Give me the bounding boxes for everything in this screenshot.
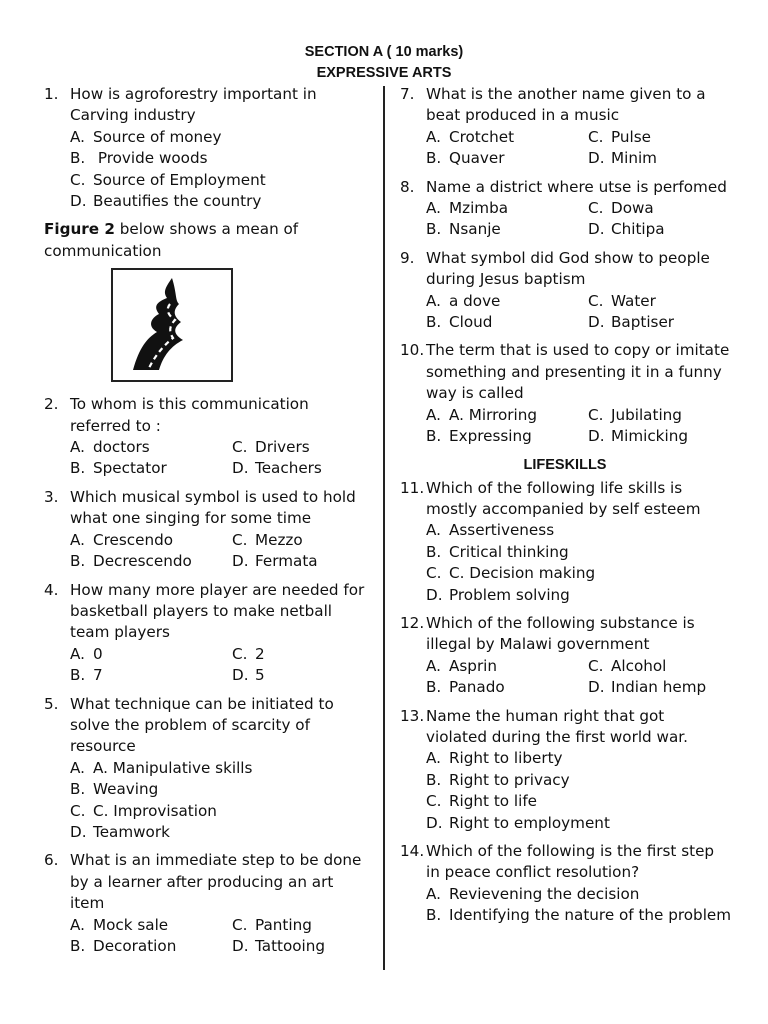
option-letter: C.	[232, 915, 248, 934]
option-text: Weaving	[93, 780, 159, 799]
option-text: Mzimba	[449, 199, 509, 218]
question-10	[400, 340, 730, 447]
answer-options	[70, 127, 369, 213]
question-text: How is agroforestry important in Carving industry	[70, 85, 317, 125]
answer-option	[70, 779, 369, 800]
option-text: Tattooing	[255, 937, 326, 955]
option-letter: A.	[426, 405, 441, 424]
answer-option	[426, 813, 730, 834]
option-letter: A.	[426, 127, 441, 146]
answer-options	[70, 644, 369, 687]
option-letter: B.	[70, 459, 86, 478]
option-letter: C.	[588, 127, 604, 146]
option-letter: A.	[70, 915, 85, 934]
answer-options	[70, 758, 369, 844]
answer-options	[426, 198, 730, 241]
question-text: To whom is this communication referred to :	[70, 395, 309, 435]
option-text: Indian hemp	[611, 678, 707, 697]
answer-option	[70, 170, 369, 191]
question-number: 14.	[400, 842, 425, 860]
answer-option	[426, 542, 730, 563]
option-letter: B.	[70, 552, 86, 571]
question-number: 1.	[44, 85, 59, 103]
option-letter: A.	[426, 656, 441, 675]
answer-option	[426, 198, 588, 219]
question-text: Which of the following life skills is mostly accompanied by self esteem	[426, 478, 701, 518]
answer-options	[426, 127, 730, 170]
figure-intro-text: below shows a mean of communication	[44, 220, 299, 260]
answer-option	[426, 905, 731, 926]
option-text: A. Mirroring	[449, 405, 538, 424]
question-text: What is the another name given to a beat produced in a music	[426, 85, 706, 125]
answer-option	[70, 437, 232, 458]
option-letter: B.	[426, 149, 442, 168]
option-letter: D.	[588, 427, 605, 446]
winding-road-icon	[113, 270, 231, 380]
question-text: What technique can be initiated to solve the problem of scarcity of resource	[70, 694, 334, 756]
question-number: 11.	[400, 478, 425, 497]
option-text: Mock sale	[93, 915, 169, 934]
answer-option	[426, 770, 730, 791]
section-title: SECTION A ( 10 marks)	[304, 44, 464, 60]
option-letter: D.	[588, 220, 605, 239]
answer-options	[426, 520, 730, 606]
subject-title: EXPRESSIVE ARTS	[316, 65, 452, 81]
option-text: Right to life	[449, 792, 538, 811]
question-text: Name the human right that got violated during the first world war.	[426, 706, 688, 746]
option-text: Jubilating	[611, 405, 682, 424]
option-text: Spectator	[93, 459, 167, 478]
option-text: Minim	[611, 149, 657, 168]
option-letter: A.	[426, 749, 441, 768]
answer-option	[588, 127, 730, 148]
option-text: doctors	[93, 438, 150, 457]
option-letter: B.	[426, 220, 442, 239]
question-number: 13.	[400, 706, 425, 725]
answer-options	[426, 748, 730, 834]
option-letter: C.	[232, 438, 248, 457]
answer-option	[588, 405, 730, 426]
option-letter: B.	[426, 427, 442, 446]
option-text: Quaver	[449, 149, 505, 168]
option-text: Panado	[449, 678, 505, 697]
answer-option	[588, 656, 730, 677]
answer-options	[70, 915, 369, 958]
answer-option	[588, 291, 730, 312]
answer-option	[588, 426, 730, 447]
answer-option	[70, 530, 232, 551]
option-letter: A.	[70, 127, 85, 146]
answer-options	[426, 884, 730, 927]
option-letter: D.	[588, 149, 605, 168]
option-letter: D.	[588, 313, 605, 332]
option-text: Panting	[255, 915, 312, 934]
question-text: Name a district where utse is perfomed	[426, 177, 727, 196]
option-text: Critical thinking	[449, 542, 569, 561]
option-text: Crotchet	[449, 127, 515, 146]
question-text: How many more player are needed for basketball players to make netball team players	[70, 580, 365, 642]
question-number: 3.	[44, 487, 59, 506]
question-6	[44, 850, 369, 957]
option-letter: A.	[70, 530, 85, 549]
option-text: Beautifies the country	[93, 192, 262, 211]
answer-option	[70, 822, 369, 843]
figure-intro	[44, 219, 369, 262]
answer-option	[70, 758, 369, 779]
option-text: Decoration	[93, 937, 177, 955]
option-text: Crescendo	[93, 530, 174, 549]
option-letter: A.	[426, 199, 441, 218]
right-column	[400, 84, 730, 934]
option-letter: C.	[588, 656, 604, 675]
answer-option	[70, 191, 369, 212]
option-text: Asprin	[449, 656, 498, 675]
question-number: 9.	[400, 248, 415, 267]
option-text: Source of Employment	[93, 170, 266, 189]
answer-option	[426, 426, 588, 447]
left-column	[44, 84, 369, 964]
option-letter: D.	[232, 937, 249, 955]
option-text: Identifying the nature of the problem	[449, 906, 732, 925]
answer-option	[426, 520, 730, 541]
answer-option	[70, 936, 232, 957]
option-letter: A.	[70, 644, 85, 663]
answer-option	[70, 915, 232, 936]
option-letter: C.	[588, 291, 604, 310]
answer-option	[232, 458, 369, 479]
option-text: 5	[255, 666, 265, 685]
option-text: a dove	[449, 291, 501, 310]
question-number: 10.	[400, 341, 425, 360]
option-letter: C.	[70, 170, 86, 189]
answer-option	[426, 563, 730, 584]
answer-option	[426, 312, 588, 333]
question-text: The term that is used to copy or imitate something and presenting it in a funny way is called	[426, 341, 730, 403]
option-text: Revievening the decision	[449, 884, 640, 903]
question-text: What symbol did God show to people during Jesus baptism	[426, 248, 710, 289]
answer-option	[426, 148, 588, 169]
question-number: 7.	[400, 85, 415, 103]
answer-option	[232, 915, 369, 936]
option-text: Cloud	[449, 313, 493, 332]
question-11	[400, 478, 730, 606]
question-number: 12.	[400, 613, 425, 632]
figure-label: Figure 2	[44, 220, 115, 239]
question-number: 6.	[44, 851, 59, 870]
answer-option	[232, 437, 369, 458]
answer-option	[426, 791, 730, 812]
answer-option	[426, 291, 588, 312]
question-group-3	[400, 84, 730, 448]
answer-option	[232, 644, 369, 665]
question-14	[400, 841, 730, 927]
option-text: Right to employment	[449, 813, 610, 832]
option-letter: B.	[70, 937, 86, 955]
answer-option	[426, 219, 588, 240]
option-text: Teamwork	[93, 822, 170, 841]
question-7	[400, 84, 730, 170]
answer-option	[232, 530, 369, 551]
option-letter: A.	[426, 521, 441, 540]
option-letter: D.	[70, 822, 87, 841]
option-text: Decrescendo	[93, 552, 192, 571]
question-5	[44, 694, 369, 844]
option-text: Mezzo	[255, 530, 303, 549]
answer-option	[70, 148, 369, 169]
option-text: Water	[611, 291, 656, 310]
answer-option	[232, 936, 369, 957]
option-letter: B.	[70, 780, 86, 799]
answer-option	[232, 551, 369, 572]
column-divider	[383, 86, 385, 970]
answer-options	[426, 656, 730, 699]
option-letter: B.	[426, 313, 442, 332]
answer-option	[70, 551, 232, 572]
option-text: Provide woods	[93, 149, 208, 168]
option-text: Right to privacy	[449, 770, 570, 789]
figure-2-road-sign	[111, 268, 233, 382]
question-13	[400, 706, 730, 834]
question-2	[44, 394, 369, 480]
answer-option	[426, 405, 588, 426]
question-text: Which of the following substance is illegal by Malawi government	[426, 613, 695, 654]
option-text: Teachers	[255, 459, 322, 478]
question-text: Which of the following is the first step in peace conflict resolution?	[426, 842, 715, 882]
answer-options	[426, 291, 730, 334]
answer-options	[70, 437, 369, 480]
question-text: What is an immediate step to be done by a learner after producing an art item	[70, 851, 362, 913]
option-text: Nsanje	[449, 220, 501, 239]
question-4	[44, 580, 369, 687]
option-letter: C.	[426, 792, 442, 811]
answer-option	[426, 656, 588, 677]
option-text: Drivers	[255, 438, 310, 457]
option-text: Right to liberty	[449, 749, 563, 768]
option-text: 7	[93, 666, 103, 685]
option-text: Dowa	[611, 199, 654, 218]
answer-options	[70, 530, 369, 573]
option-text: Source of money	[93, 127, 222, 146]
option-text: Baptiser	[611, 313, 675, 332]
option-letter: D.	[70, 192, 87, 211]
option-letter: C.	[232, 644, 248, 663]
option-text: Problem solving	[449, 585, 570, 604]
answer-option	[426, 585, 730, 606]
option-text: C. Decision making	[449, 564, 596, 583]
option-text: Chitipa	[611, 220, 665, 239]
answer-option	[70, 665, 232, 686]
answer-option	[70, 644, 232, 665]
option-letter: D.	[426, 585, 443, 604]
option-letter: C.	[588, 405, 604, 424]
answer-option	[588, 219, 730, 240]
option-letter: D.	[232, 459, 249, 478]
option-letter: D.	[588, 678, 605, 697]
option-letter: C.	[232, 530, 248, 549]
option-text: 2	[255, 644, 265, 663]
answer-option	[588, 148, 730, 169]
question-9	[400, 248, 730, 334]
question-text: Which musical symbol is used to hold what one singing for some time	[70, 487, 356, 528]
answer-option	[232, 665, 369, 686]
option-letter: B.	[70, 666, 86, 685]
option-letter: D.	[426, 813, 443, 832]
answer-option	[588, 198, 730, 219]
question-number: 2.	[44, 395, 59, 414]
question-number: 8.	[400, 177, 415, 196]
question-group-1	[44, 84, 369, 212]
option-text: Fermata	[255, 552, 318, 571]
option-letter: A.	[426, 291, 441, 310]
answer-options	[426, 405, 730, 448]
option-letter: B.	[426, 678, 442, 697]
question-group-2	[44, 394, 369, 957]
question-number: 4.	[44, 580, 59, 599]
option-letter: B.	[426, 906, 442, 925]
option-text: A. Manipulative skills	[93, 758, 253, 777]
lifeskills-heading: LIFESKILLS	[523, 456, 607, 473]
question-12	[400, 613, 730, 699]
question-3	[44, 487, 369, 573]
answer-option	[426, 677, 588, 698]
option-letter: C.	[588, 199, 604, 218]
answer-option	[588, 677, 730, 698]
question-number: 5.	[44, 694, 59, 713]
question-1	[44, 84, 369, 212]
option-letter: D.	[232, 666, 249, 685]
option-text: Alcohol	[611, 656, 667, 675]
option-text: Expressing	[449, 427, 532, 446]
option-letter: B.	[426, 542, 442, 561]
answer-option	[70, 458, 232, 479]
answer-option	[70, 127, 369, 148]
option-letter: A.	[70, 438, 85, 457]
option-text: Assertiveness	[449, 521, 555, 540]
option-letter: A.	[426, 884, 441, 903]
answer-option	[426, 884, 731, 905]
question-group-4	[400, 478, 730, 927]
option-text: 0	[93, 644, 103, 663]
option-letter: D.	[232, 552, 249, 571]
question-8	[400, 177, 730, 241]
option-letter: C.	[70, 801, 86, 820]
option-letter: C.	[426, 564, 442, 583]
answer-option	[588, 312, 730, 333]
option-letter: B.	[426, 770, 442, 789]
answer-option	[426, 748, 730, 769]
option-text: Mimicking	[611, 427, 688, 446]
option-text: Pulse	[611, 127, 651, 146]
answer-option	[70, 801, 369, 822]
answer-option	[426, 127, 588, 148]
option-text: C. Improvisation	[93, 801, 217, 820]
option-letter: A.	[70, 758, 85, 777]
option-letter: B.	[70, 149, 86, 168]
